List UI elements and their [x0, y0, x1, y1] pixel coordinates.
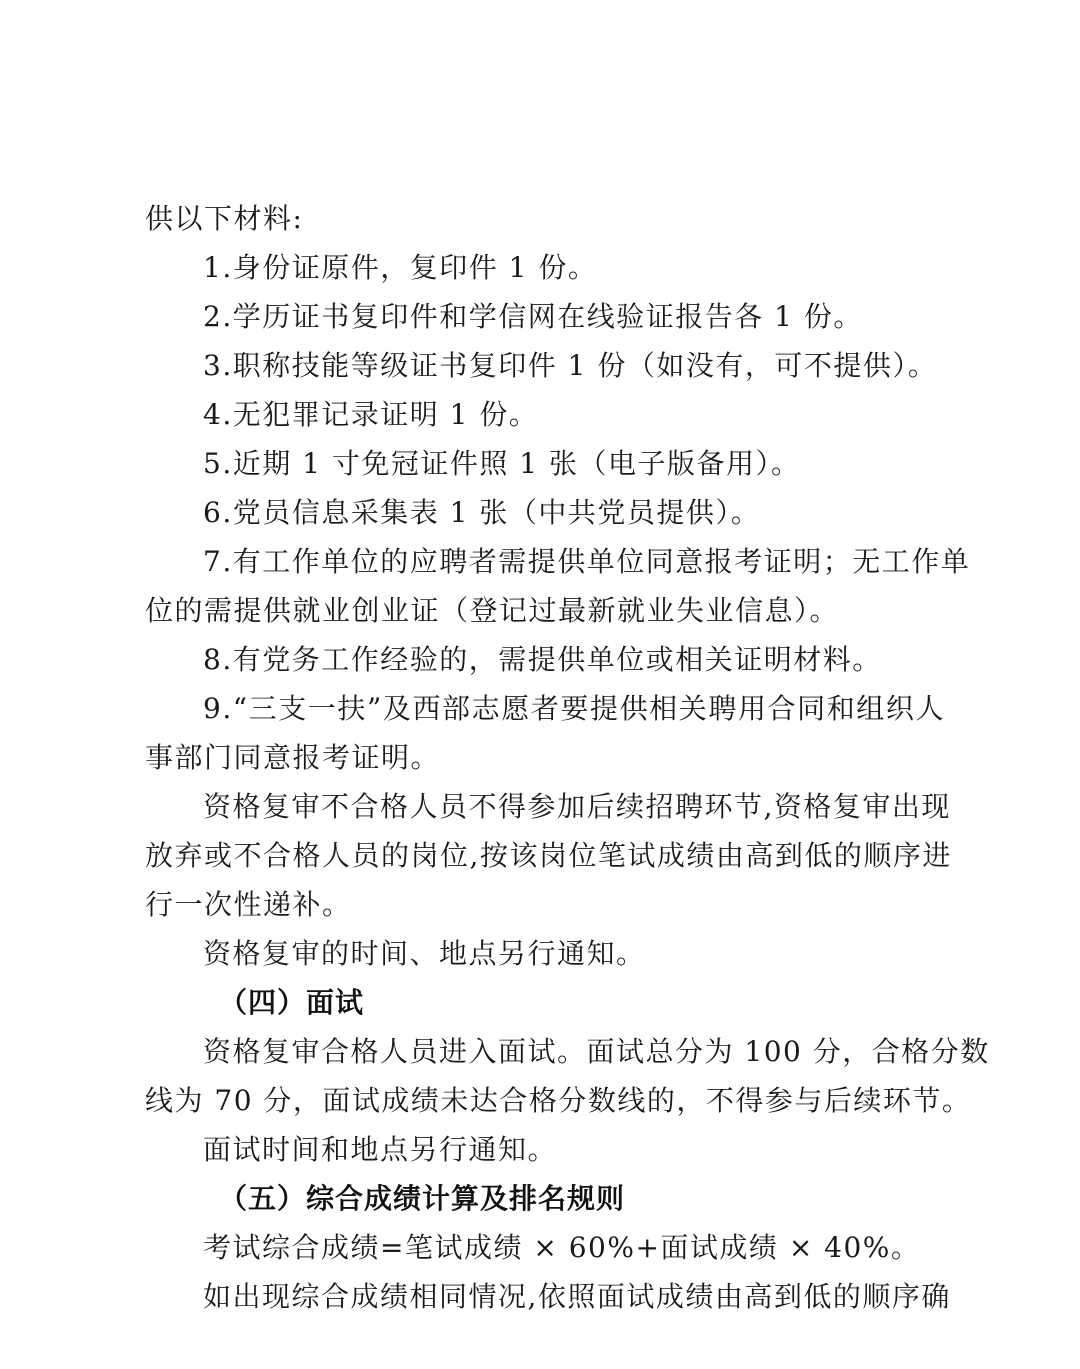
paragraph-line: 资格复审的时间、地点另行通知。 [203, 937, 646, 970]
section-heading-interview: （四）面试 [219, 986, 365, 1019]
paragraph-line: 线为 70 分，面试成绩未达合格分数线的，不得参与后续环节。 [145, 1084, 972, 1117]
paragraph-line: 面试时间和地点另行通知。 [203, 1133, 558, 1166]
list-item-4: 4.无犯罪记录证明 1 份。 [203, 398, 539, 431]
section-heading-score-rules: （五）综合成绩计算及排名规则 [219, 1182, 626, 1215]
list-item-3: 3.职称技能等级证书复印件 1 份（如没有，可不提供）。 [203, 349, 938, 382]
document-body [145, 194, 990, 1321]
list-item-5: 5.近期 1 寸免冠证件照 1 张（电子版备用）。 [203, 447, 801, 480]
list-item-1: 1.身份证原件，复印件 1 份。 [203, 251, 598, 284]
list-item-7-continued: 位的需提供就业创业证（登记过最新就业失业信息）。 [145, 594, 840, 627]
list-item-9-continued: 事部门同意报考证明。 [145, 741, 441, 774]
paragraph-line: 放弃或不合格人员的岗位,按该岗位笔试成绩由高到低的顺序进 [145, 839, 952, 872]
list-item-2: 2.学历证书复印件和学信网在线验证报告各 1 份。 [203, 300, 863, 333]
paragraph-line: 如出现综合成绩相同情况,依照面试成绩由高到低的顺序确 [203, 1280, 951, 1313]
list-item-6: 6.党员信息采集表 1 张（中共党员提供）。 [203, 496, 761, 529]
formula-line: 考试综合成绩=笔试成绩 × 60%+面试成绩 × 40%。 [203, 1231, 921, 1264]
paragraph-line: 资格复审不合格人员不得参加后续招聘环节,资格复审出现 [203, 790, 951, 823]
list-item-8: 8.有党务工作经验的，需提供单位或相关证明材料。 [203, 643, 882, 676]
list-item-7: 7.有工作单位的应聘者需提供单位同意报考证明；无工作单 [203, 545, 971, 578]
text-line: 供以下材料: [145, 202, 304, 235]
list-item-9: 9.“三支一扶”及西部志愿者要提供相关聘用合同和组织人 [203, 692, 945, 725]
paragraph-line: 资格复审合格人员进入面试。面试总分为 100 分，合格分数 [203, 1035, 990, 1068]
paragraph-line: 行一次性递补。 [145, 888, 352, 921]
